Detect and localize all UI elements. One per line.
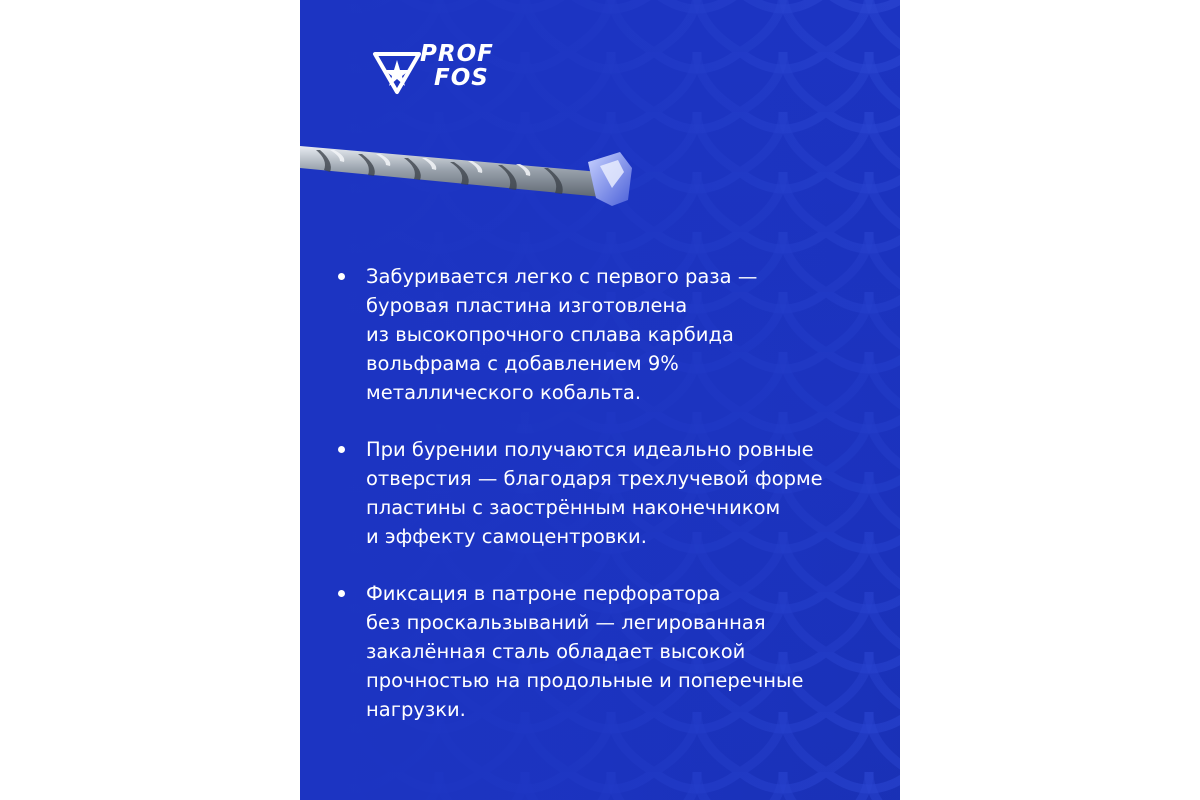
bullet-icon [338,273,345,280]
feature-item-holes [338,435,878,551]
feature-text-line: буровая пластина изготовлена [366,294,688,317]
feature-text-line: При бурении получаются идеально ровные [366,438,814,461]
bullet-icon [338,590,345,597]
feature-text-line: Фиксация в патроне перфоратора [366,582,721,605]
feature-text-line: закалённая сталь обладает высокой [366,640,746,663]
feature-item-fixation [338,579,878,724]
feature-item-drilling [338,262,878,407]
brand-logo [372,42,542,102]
brand-line-1: PROF [420,41,494,67]
feature-text-line: прочностью на продольные и поперечные [366,669,804,692]
bullet-icon [338,446,345,453]
feature-text-line: нагрузки. [366,698,466,721]
brand-line-2: FOS [434,65,489,91]
feature-text-line: отверстия — благодаря трехлучевой форме [366,467,823,490]
feature-text-line: Забуривается легко с первого раза — [366,265,758,288]
feature-text-line: без проскальзываний — легированная [366,611,766,634]
feature-text-line: из высокопрочного сплава карбида [366,323,734,346]
feature-text-line: пластины с заострённым наконечником [366,496,781,519]
feature-text-line: вольфрама с добавлением 9% [366,352,679,375]
feature-text-line: металлического кобальта. [366,381,642,404]
triangle-star-logo-icon [372,46,422,96]
feature-list [338,262,878,752]
feature-text-line: и эффекту самоцентровки. [366,525,647,548]
product-card [300,0,900,800]
brand-wordmark [420,42,494,90]
sds-drill-bit-icon [300,132,660,232]
